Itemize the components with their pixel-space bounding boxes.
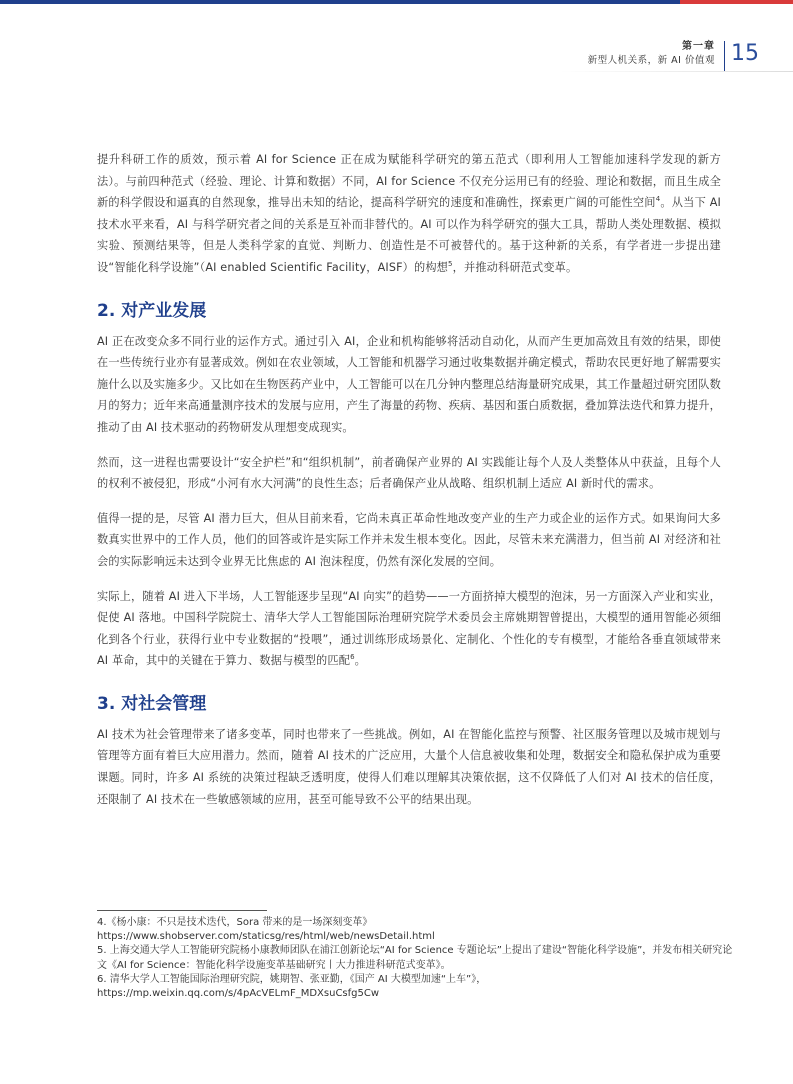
intro-paragraph [97,149,721,279]
footnote-6-url[interactable]: https://mp.weixin.qq.com/s/4pAcVELmF_MDXsuCsfg5Cw [97,988,380,1000]
main-content [97,149,721,823]
footnote-6-title: 6. 清华大学人工智能国际治理研究院，姚期智、张亚勤，《国产 AI 大模型加速“上车”》， [97,973,487,985]
footnote-5: 5. 上海交通大学人工智能研究院杨小康教师团队在浦江创新论坛“AI for Science 专题论坛”上提出了建设“智能化科学设施”，并发布相关研究论文《AI for Science：智能化科学设施变革基础研究丨大力推进科研范式变革》。 [97,945,733,971]
intro-text-a: 提升科研工作的质效，预示着 AI for Science 正在成为赋能科学研究的第五范式（即利用人工智能加速科学发现的新方法）。与前四种范式（经验、理论、计算和数据）不同，AI for Science 不仅充分运用已有的经验、理论和数据，而且生成全新的科学假设和逼真的自然现象，推导出未知的结论，提高科学研究的速度和准确性，探索更广阔的可能性空间 [97,153,721,210]
industry-p4-text-c: 。 [354,654,367,668]
chapter-label: 第一章 [682,41,715,52]
industry-p4-text-a: 实际上，随着 AI 进入下半场，人工智能逐步呈现“AI 向实”的趋势——一方面挤掉大模型的泡沫，另一方面深入产业和实业，促使 AI 落地。中国科学院院士、清华大学人工智能国际治理研究院学术委员会主席姚期智曾提出，大模型的通用智能必须细化到各个行业，获得行业中专业数据的“投喂”，通过训练形成场景化、定制化、个性化的专有模型，才能给各垂直领域带来 AI 革命，其中的关键在于算力、数据与模型的匹配 [97,589,721,668]
running-header [588,40,715,68]
social-paragraph-1: AI 技术为社会管理带来了诸多变革，同时也带来了一些挑战。例如，AI 在智能化监控与预警、社区服务管理以及城市规划与管理等方面有着巨大应用潜力。然而，随着 AI 技术的广泛应用，大量个人信息被收集和处理，数据安全和隐私保护成为重要课题。同时，许多 AI 系统的决策过程缺乏透明度，使得人们难以理解其决策依据，这不仅降低了人们对 AI 技术的信任度，还限制了 AI 技术在一些敏感领域的应用，甚至可能导致不公平的结果出现。 [97,727,721,806]
section-heading-industry: 2. 对产业发展 [97,300,207,321]
intro-text-b: 。从当下 AI 技术水平来看，AI 与科学研究者之间的关系是互补而非替代的。AI 可以作为科学研究的强大工具，帮助人类处理数据、模拟实验、预测结果等，但是人类科学家的直觉、判断力、创造性是不可被替代的。基于这种新的关系，有学者进一步提出建设“智能化科学设施”（AI enabled Scientific Facility，AISF）的构想 [97,196,721,274]
header-divider [724,41,725,71]
page-number: 15 [731,41,759,66]
chapter-subtitle: 新型人机关系，新 AI 价值观 [587,55,715,66]
footnotes [97,916,737,1001]
footnote-ref-5[interactable]: 5 [448,259,453,268]
footnote-ref-6[interactable]: 6 [350,653,355,662]
intro-text-c: ，并推动科研范式变革。 [452,260,578,274]
section-heading-social-management: 3. 对社会管理 [97,693,207,714]
footnote-4-title: 4.《杨小康：不只是技术迭代，Sora 带来的是一场深刻变革》 [97,917,373,928]
top-color-strip [0,0,793,4]
header-underline [560,71,793,72]
footnote-4-url[interactable]: https://www.shobserver.com/staticsg/res/html/web/newsDetail.html [97,931,435,943]
industry-paragraph-4 [97,586,721,672]
top-strip-blue [0,0,680,4]
industry-paragraph-2: 然而，这一进程也需要设计“安全护栏”和“组织机制”，前者确保产业界的 AI 实践能让每个人及人类整体从中获益，且每个人的权利不被侵犯，形成“小河有水大河满”的良性生态；后者确保产业从战略、组织机制上适应 AI 新时代的需求。 [97,455,721,491]
footnote-ref-4[interactable]: 4 [655,195,661,204]
footnote-separator [97,910,267,911]
industry-paragraph-3: 值得一提的是，尽管 AI 潜力巨大，但从目前来看，它尚未真正革命性地改变产业的生产力或企业的运作方式。如果询问大多数真实世界中的工作人员，他们的回答或许是实际工作并未发生根本变化。因此，尽管未来充满潜力，但当前 AI 对经济和社会的实际影响远未达到令业界无比焦虑的 AI 泡沫程度，仍然有深化发展的空间。 [97,511,721,568]
industry-paragraph-1: AI 正在改变众多不同行业的运作方式。通过引入 AI，企业和机构能够将活动自动化，从而产生更加高效且有效的结果，即使在一些传统行业亦有显著成效。例如在农业领域，人工智能和机器学习通过收集数据并确定模式，帮助农民更好地了解需要实施什么以及实施多少。又比如在生物医药产业中，人工智能可以在几分钟内整理总结海量研究成果，其工作量超过研究团队数月的努力；近年来高通量测序技术的发展与应用，产生了海量的药物、疾病、基因和蛋白质数据，叠加算法迭代和算力提升，推动了由 AI 技术驱动的药物研发从理想变成现实。 [97,334,721,434]
top-strip-red [680,0,793,4]
